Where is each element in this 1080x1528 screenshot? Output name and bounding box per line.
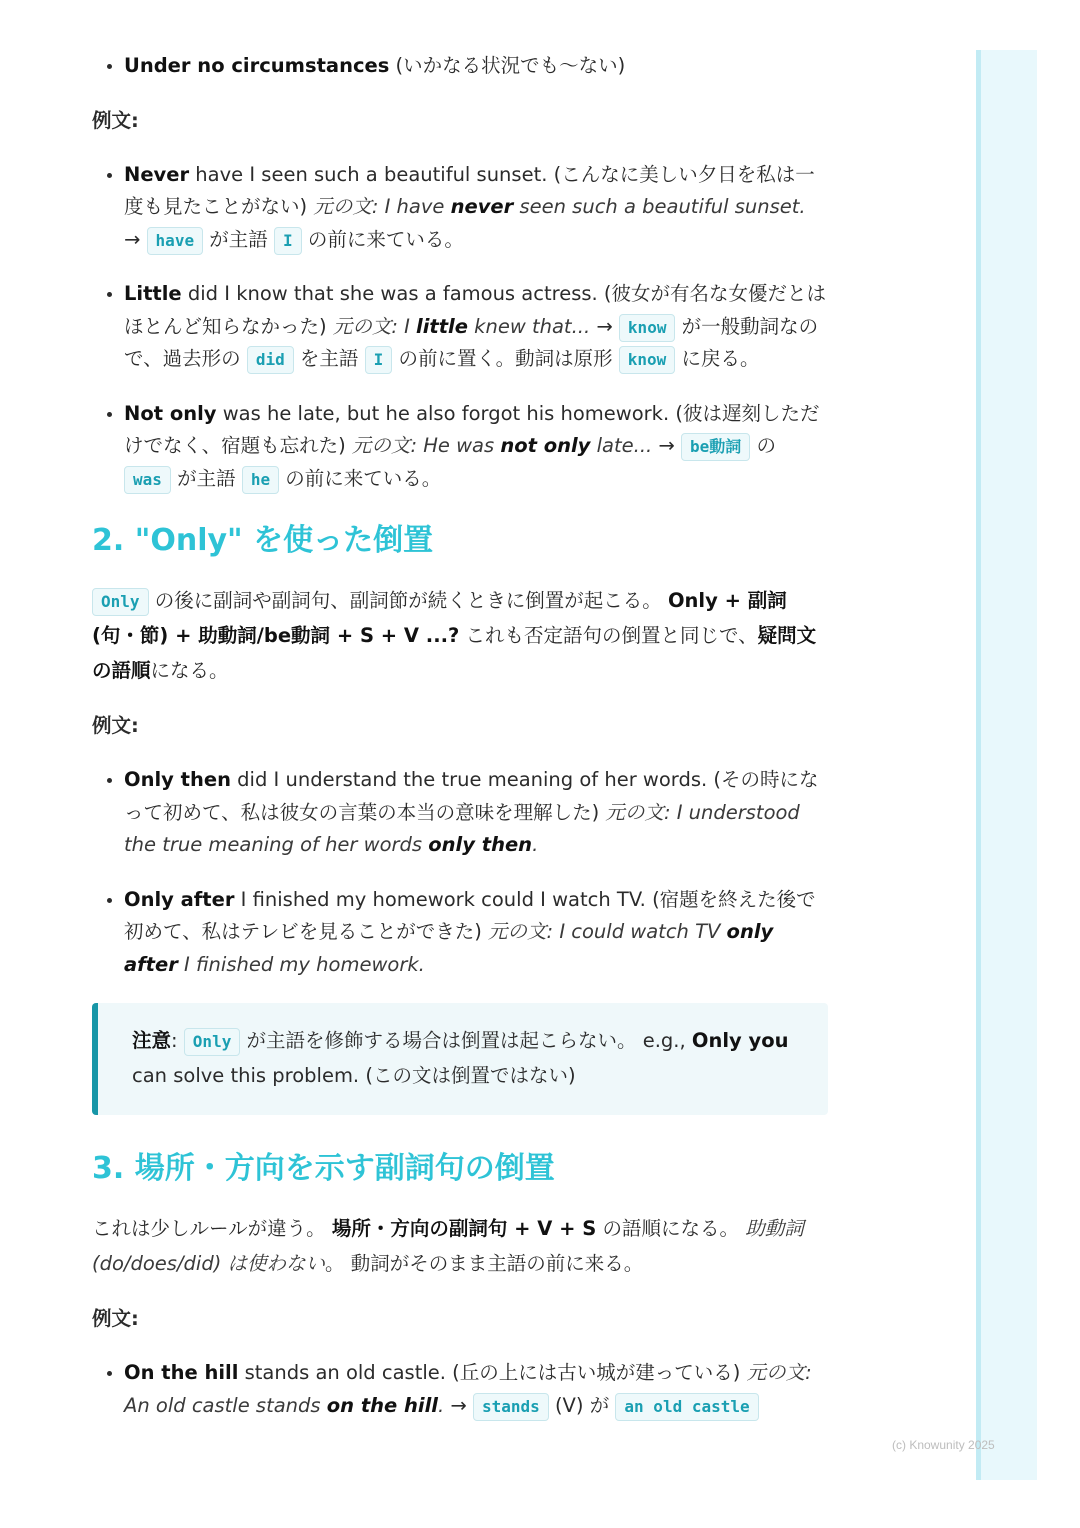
original-label: 元の文 — [488, 920, 547, 943]
list-item — [124, 884, 828, 982]
intro-bold: 疑問文の語順 — [92, 624, 817, 682]
original-label: 元の文 — [332, 314, 392, 338]
list-item — [124, 1357, 828, 1422]
section-3-intro — [92, 1211, 828, 1281]
example-label: 例文: — [92, 108, 139, 132]
section-2-intro — [92, 583, 828, 688]
example-text: was he late, but he also forgot his homework. (彼は遅刻しただけでなく、宿題も忘れた) — [124, 401, 820, 457]
explanation-text: に戻る。 — [675, 347, 760, 370]
main-content — [92, 50, 828, 1444]
formula-bold: 場所・方向の副詞句 + V + S — [331, 1217, 597, 1240]
note-callout — [92, 1003, 828, 1115]
formula-bold: Only + 副詞(句・節) + 助動詞/be動詞 + S + V ...? — [92, 589, 787, 647]
original-text: : An old castle stands — [124, 1361, 812, 1417]
note-bold: Only you — [691, 1029, 789, 1052]
intro-text: の語順になる。 — [596, 1217, 746, 1240]
original-text: late... — [590, 434, 653, 457]
note-text: が主語を修飾する場合は倒置は起こらない。 e.g., — [240, 1029, 692, 1052]
inline-code: stands — [473, 1393, 549, 1421]
original-label: 元の文 — [746, 1361, 806, 1384]
example-bold: Little — [124, 282, 182, 305]
example-bold: On the hill — [124, 1361, 239, 1384]
example-label: 例文: — [92, 714, 139, 737]
arrow: → — [444, 1393, 473, 1417]
example-text: I finished my homework could I watch TV. (宿題を終えた後で初めて、私はテレビを見ることができた) — [124, 887, 816, 943]
example-bold: Never — [124, 162, 190, 186]
explanation-text: の — [750, 434, 776, 457]
original-text: . — [532, 833, 539, 856]
phrase-meaning: (いかなる状況でも〜ない) — [389, 54, 626, 77]
original-text: : I understood the true meaning of her words — [124, 800, 800, 856]
inline-code: I — [274, 227, 302, 255]
intro-text: 。 動詞がそのまま主語の前に来る。 — [325, 1252, 644, 1275]
original-label: 元の文 — [605, 800, 664, 824]
explanation-text: の前に来ている。 — [301, 227, 464, 251]
inline-code: Only — [184, 1028, 241, 1056]
original-bold: only after — [124, 920, 774, 976]
only-example-list — [92, 764, 828, 981]
note-colon: : — [171, 1029, 184, 1052]
intro-text: これも否定語句の倒置と同じで、 — [459, 624, 758, 647]
original-text: : He was — [410, 434, 501, 457]
note-text: can solve this problem. (この文は倒置ではない) — [132, 1064, 576, 1087]
original-text: : I — [391, 314, 417, 338]
original-bold: on the hill — [326, 1393, 438, 1417]
inline-code: did — [247, 346, 294, 374]
explanation-text: の前に来ている。 — [279, 466, 442, 490]
arrow: → — [652, 434, 681, 457]
example-label: 例文: — [92, 1307, 139, 1330]
original-text: . — [438, 1393, 445, 1417]
section-3-heading: 3. 場所・方向を示す副詞句の倒置 — [92, 1151, 555, 1186]
original-text: : I have — [371, 195, 451, 218]
inline-code: he — [242, 466, 279, 494]
intro-text: これは少しルールが違う。 — [92, 1217, 332, 1240]
inline-code: know — [619, 314, 676, 342]
original-text: I finished my homework. — [177, 952, 425, 976]
explanation-text: (V) が — [548, 1393, 616, 1417]
original-label: 元の文 — [351, 434, 411, 457]
inline-code: know — [619, 346, 676, 374]
explanation-text: が一般動詞なので、過去形の — [124, 314, 819, 370]
explanation-text: が主語 — [203, 227, 274, 251]
inline-code: was — [124, 466, 171, 494]
intro-italic: 助動詞 (do/does/did) は使わない — [92, 1217, 804, 1275]
intro-text: になる。 — [150, 659, 229, 682]
original-label: 元の文 — [313, 195, 372, 218]
inline-code: an old castle — [615, 1393, 758, 1421]
original-text: : I could watch TV — [546, 920, 727, 943]
place-example-list — [92, 1357, 828, 1422]
original-bold: little — [416, 314, 468, 338]
explanation-text: の前に置く。動詞は原形 — [392, 347, 619, 370]
arrow: → — [124, 227, 147, 251]
inline-code: Only — [92, 588, 149, 616]
example-text: stands an old castle. (丘の上には古い城が建っている) — [238, 1361, 747, 1384]
list-item — [124, 764, 828, 862]
original-bold: only then — [428, 833, 533, 856]
explanation-text: を主語 — [293, 347, 365, 370]
example-text: did I know that she was a famous actress. (彼女が有名な女優だとはほとんど知らなかった) — [124, 282, 827, 338]
negative-phrase-list — [92, 50, 828, 83]
original-bold: not only — [500, 434, 591, 457]
example-text: did I understand the true meaning of her words. (その時になって初めて、私は彼女の言葉の本当の意味を理解した) — [124, 768, 819, 824]
negative-example-list — [92, 159, 828, 496]
original-bold: never — [450, 195, 514, 218]
arrow: → — [590, 314, 619, 338]
example-text: have I seen such a beautiful sunset. (こんなに美しい夕日を私は一度も見たことがない) — [124, 162, 815, 218]
section-2-heading: 2. "Only" を使った倒置 — [92, 523, 434, 558]
copyright-watermark: (c) Knowunity 2025 — [892, 1438, 995, 1452]
original-text: seen such a beautiful sunset. — [513, 195, 806, 218]
explanation-text: が主語 — [170, 466, 242, 490]
list-item — [124, 278, 828, 376]
example-bold: Only after — [124, 887, 235, 911]
original-text: knew that... — [467, 314, 591, 338]
example-bold: Not only — [124, 401, 217, 425]
intro-text: の後に副詞や副詞句、副詞節が続くときに倒置が起こる。 — [148, 589, 668, 612]
example-bold: Only then — [124, 768, 231, 791]
phrase-bold: Under no circumstances — [124, 54, 390, 77]
note-label: 注意 — [132, 1029, 172, 1052]
list-item — [124, 159, 828, 257]
inline-code: be動詞 — [681, 433, 750, 461]
list-item — [124, 398, 828, 496]
list-item — [124, 50, 828, 83]
right-sidebar-panel — [976, 50, 1037, 1480]
inline-code: have — [147, 227, 204, 255]
inline-code: I — [365, 346, 393, 374]
